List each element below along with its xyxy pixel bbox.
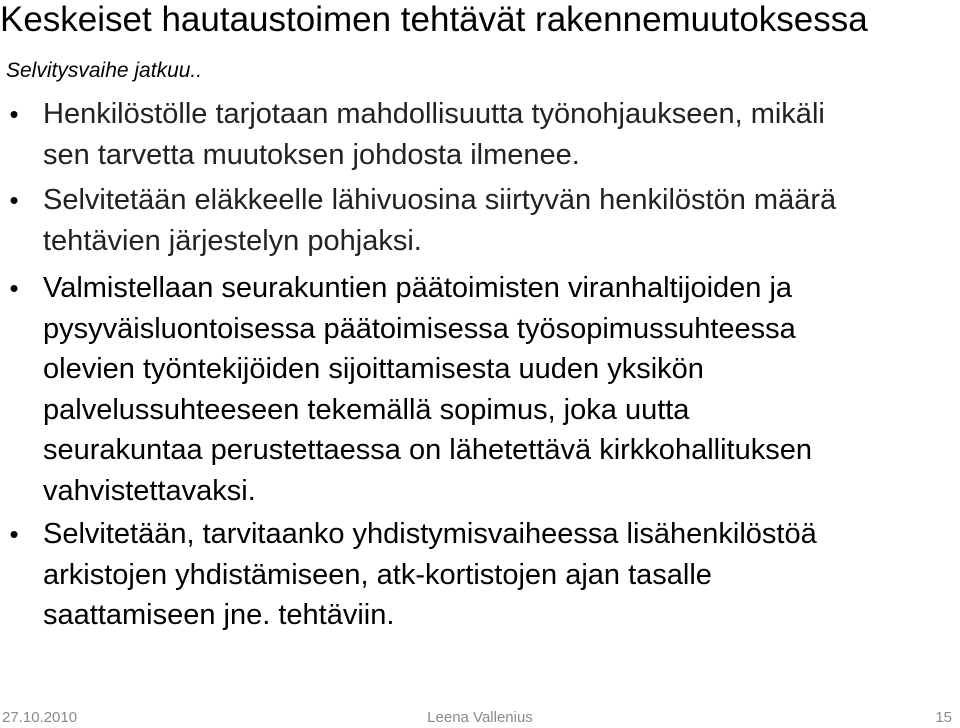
bullet-dot-icon: •: [9, 99, 19, 129]
bullet-line: vahvistettavaksi.: [43, 474, 256, 507]
footer-page-number: 15: [935, 709, 952, 726]
footer-date: 27.10.2010: [2, 709, 78, 726]
bullet-text: [43, 514, 948, 636]
bullet-line: Valmistellaan seurakuntien päätoimisten viranhaltijoiden ja: [43, 272, 793, 304]
bullet-line: pysyväisluontoisessa päätoimisessa työsopimussuhteessa: [43, 312, 796, 345]
bullet-line: Selvitetään eläkkeelle lähivuosina siirtyvän henkilöstön määrä: [43, 184, 837, 216]
footer-author: Leena Vallenius: [427, 709, 533, 726]
bullet-item: [0, 94, 950, 175]
bullet-dot-icon: •: [9, 273, 19, 303]
bullet-dot-icon: •: [9, 519, 19, 549]
bullet-line: palvelussuhteeseen tekemällä sopimus, joka uutta: [43, 393, 690, 426]
bullet-item: [0, 180, 950, 261]
bullet-line: tehtävien järjestelyn pohjaksi.: [43, 224, 422, 257]
bullet-line: arkistojen yhdistämiseen, atk-kortistojen ajan tasalle: [43, 558, 712, 591]
bullet-item: [0, 514, 950, 636]
slide-footer: [0, 707, 960, 728]
bullet-text: [43, 268, 948, 511]
slide-subtitle: Selvitysvaihe jatkuu..: [6, 59, 203, 82]
bullet-line: sen tarvetta muutoksen johdosta ilmenee.: [43, 138, 580, 171]
bullet-item: [0, 268, 950, 511]
bullet-text: [43, 94, 948, 175]
bullet-line: Henkilöstölle tarjotaan mahdollisuutta työnohjaukseen, mikäli: [43, 98, 825, 130]
bullet-text: [43, 180, 948, 261]
slide-title: Keskeiset hautaustoimen tehtävät rakennemuutoksessa: [0, 0, 868, 39]
bullet-dot-icon: •: [9, 185, 19, 215]
bullet-line: olevien työntekijöiden sijoittamisesta uuden yksikön: [43, 353, 704, 385]
bullet-line: seurakuntaa perustettaessa on lähetettävä kirkkohallituksen: [43, 434, 812, 466]
bullet-line: Selvitetään, tarvitaanko yhdistymisvaiheessa lisähenkilöstöä: [43, 518, 817, 550]
bullet-line: saattamiseen jne. tehtäviin.: [43, 599, 395, 631]
